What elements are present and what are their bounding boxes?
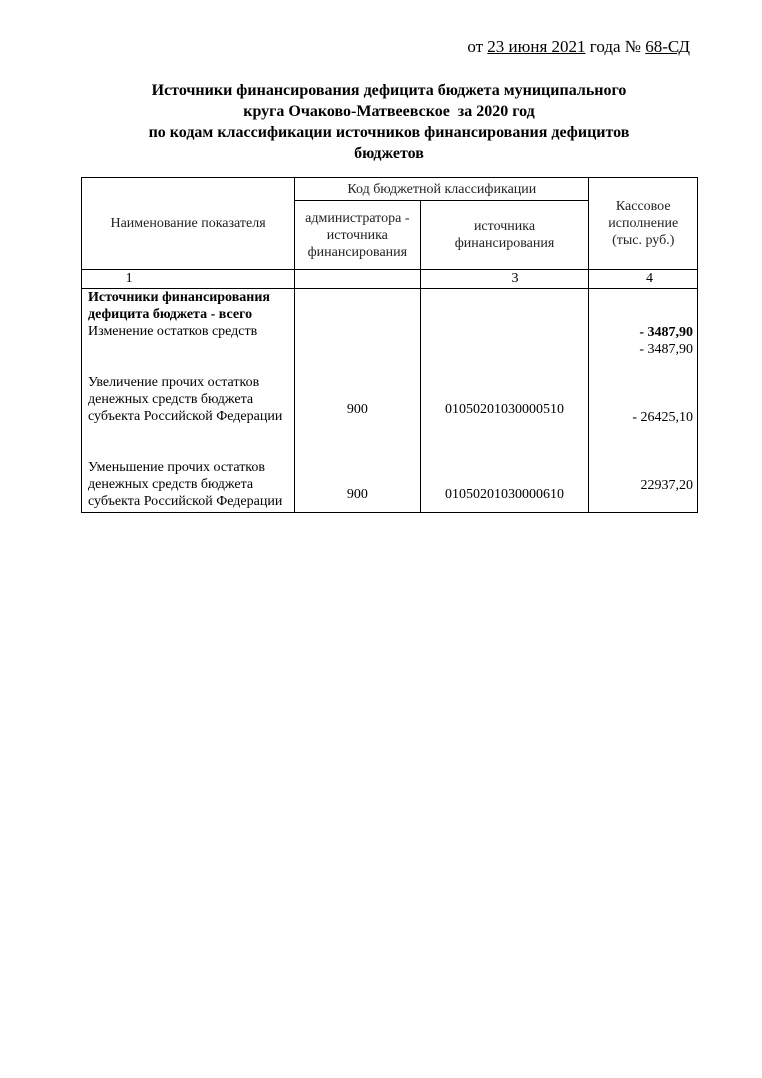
row-decrease-source: 01050201030000610 <box>445 486 564 502</box>
column-number-1: 1 <box>82 270 295 289</box>
source-codes-cell <box>420 289 589 513</box>
table-header-row <box>82 178 698 201</box>
header-administrator: администратора - источника финансирования <box>295 201 420 270</box>
values-cell <box>589 289 698 513</box>
row-decrease-value: 22937,20 <box>640 478 693 493</box>
reference-middle: года № <box>585 37 646 56</box>
column-number-row <box>82 270 698 289</box>
header-cash-execution: Кассовое исполнение (тыс. руб.) <box>589 178 698 270</box>
header-indicator-name: Наименование показателя <box>82 178 295 270</box>
row-total-name: Источники финансирования дефицита бюджета - всего <box>88 290 270 322</box>
title-line-4: бюджетов <box>354 145 424 162</box>
reference-prefix: от <box>467 37 488 56</box>
indicator-names-cell <box>82 289 295 513</box>
title-line-3: по кодам классификации источников финансирования дефицитов <box>148 124 630 141</box>
title-line-1: Источники финансирования дефицита бюджета муниципального <box>151 82 627 99</box>
reference-number: 68-СД <box>645 37 690 56</box>
column-number-3: 3 <box>420 270 589 289</box>
reference-date: 23 июня 2021 <box>487 37 586 56</box>
admin-codes-cell <box>295 289 420 513</box>
row-increase-name: Увеличение прочих остатков денежных средств бюджета субъекта Российской Федерации <box>88 375 283 424</box>
column-number-2 <box>295 270 420 289</box>
row-increase-source: 01050201030000510 <box>445 401 564 417</box>
table-body-row <box>82 289 698 513</box>
row-change-value: - 3487,90 <box>639 342 693 357</box>
decision-reference <box>467 37 690 57</box>
row-decrease-admin: 900 <box>346 486 368 502</box>
row-increase-value: - 26425,10 <box>632 410 693 425</box>
row-decrease-name: Уменьшение прочих остатков денежных средств бюджета субъекта Российской Федерации <box>88 460 283 509</box>
row-increase-admin: 900 <box>346 401 368 417</box>
financing-sources-table <box>81 177 698 513</box>
row-total-value: - 3487,90 <box>639 325 693 340</box>
header-source: источника финансирования <box>420 201 589 270</box>
header-classification-code: Код бюджетной классификации <box>295 178 589 201</box>
column-number-4: 4 <box>589 270 698 289</box>
row-change-name: Изменение остатков средств <box>88 324 258 339</box>
title-line-2: круга Очаково-Матвеевское за 2020 год <box>243 103 535 120</box>
document-title <box>80 80 698 164</box>
